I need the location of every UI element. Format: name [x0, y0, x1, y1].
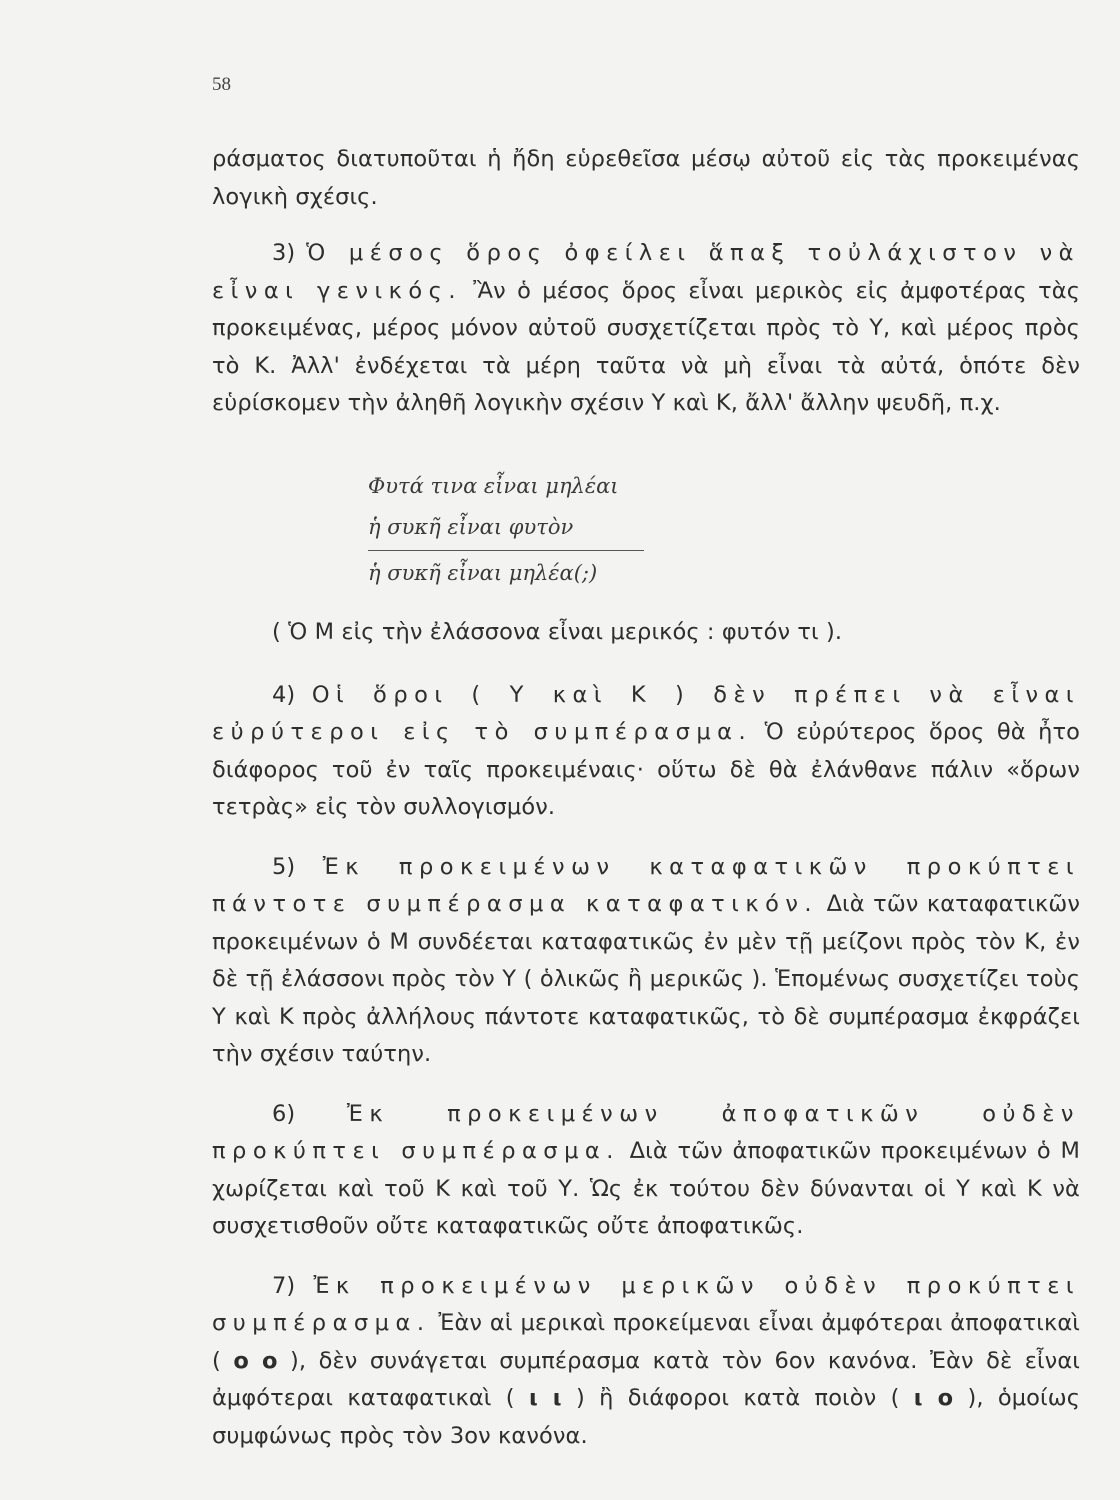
- rule-number: 7): [272, 1272, 314, 1299]
- rule-4-paragraph: [212, 677, 1080, 827]
- rule-body: Ὁ εὐρύτερος ὅρος θὰ ἦτο διάφορος τοῦ ἐν ταῖς προκειμέναις· οὕτω δὲ θὰ ἐλάνθανε πάλιν «ὅρων τετρὰς» εἰς τὸν συλλογισμόν.: [212, 719, 1080, 820]
- rule-body: Ἂν ὁ μέσος ὅρος εἶναι μερικὸς εἰς ἀμφοτέρας τὰς προκειμένας, μέρος μόνον αὐτοῦ συσχετίζεται πρὸς τὸ Υ, καὶ μέρος πρὸς τὸ Κ. Ἀλλ' ἐνδέχεται τὰ μέρη ταῦτα νὰ μὴ εἶναι τὰ αὐτά, ὁπότε δὲν εὑρίσκομεν τὴν ἀληθῆ λογικὴν σχέσιν Υ καὶ Κ, ἄλλ' ἄλλην ψευδῆ, π.χ.: [212, 277, 1080, 416]
- rule-heading: Ἐκ προκειμένων μερικῶν οὐδὲν προκύπτει συμπέρασμα.: [212, 1272, 1081, 1336]
- rule-heading: Οἱ ὅροι ( Υ καὶ Κ ) δὲν πρέπει νὰ εἶναι εὐρύτεροι εἰς τὸ συμπέρασμα.: [212, 681, 1080, 745]
- rule-body: Διὰ τῶν καταφατικῶν προκειμένων ὁ Μ συνδέεται καταφατικῶς ἐν μὲν τῇ μείζονι πρὸς τὸν Κ, ἐν δὲ τῇ ἐλάσσονι πρὸς τὸν Υ ( ὁλικῶς ἢ μερικῶς ). Ἑπομένως συσχετίζει τοὺς Υ καὶ Κ πρὸς ἀλλήλους πάντοτε καταφατικῶς, τὸ δὲ συμπέρασμα ἐκφράζει τὴν σχέσιν ταύτην.: [212, 891, 1080, 1067]
- syllogism-conclusion: ἡ συκῆ εἶναι μηλέα(;): [368, 561, 598, 585]
- rule-heading: Ἐκ προκειμένων καταφατικῶν προκύπτει πάντοτε συμπέρασμα καταφατικόν.: [212, 853, 1080, 917]
- rule-body: ), ὁμοίως συμφώνως πρὸς τὸν 3ον κανόνα.: [212, 1385, 1081, 1449]
- syllogism-divider: [368, 550, 644, 551]
- page-number: 58: [212, 74, 231, 95]
- rule-number: 3): [272, 240, 307, 266]
- premise-type-oo: ο ο: [233, 1347, 278, 1374]
- syllogism-note: ( Ὁ Μ εἰς τὴν ἐλάσσονα εἶναι μερικός : φυτόν τι ).: [272, 619, 843, 645]
- rule-7-paragraph: [212, 1268, 1080, 1456]
- paragraph-continuation: ράσματος διατυποῦται ἡ ἤδη εὑρεθεῖσα μέσῳ αὐτοῦ εἰς τὰς προκειμένας λογικὴ σχέσις.: [212, 146, 1080, 210]
- rule-5-paragraph: [212, 849, 1080, 1074]
- syllogism-minor-premise: ἡ συκῆ εἶναι φυτὸν: [368, 515, 574, 539]
- rule-body: ) ἢ διάφοροι κατὰ ποιὸν (: [561, 1385, 914, 1411]
- rule-body: ), δὲν συνάγεται συμπέρασμα κατὰ τὸν 6ον κανόνα. Ἐὰν δὲ εἶναι ἀμφότεραι καταφατικαὶ (: [212, 1347, 1080, 1411]
- text-block-bottom: [212, 614, 1080, 1455]
- rule-number: 4): [272, 681, 312, 708]
- premise-type-ii: ι ι: [528, 1385, 562, 1411]
- syllogism-major-premise: Φυτά τινα εἶναι μηλέαι: [368, 474, 619, 498]
- rule-number: 6): [272, 1100, 347, 1127]
- rule-heading: Ὁ μέσος ὅρος ὀφείλει ἅπαξ τοὐλάχιστον νὰ εἶναι γενικός.: [212, 240, 1081, 304]
- rule-body: Ἐὰν αἱ μερικαὶ προκείμεναι εἶναι ἀμφότεραι ἀποφατικαὶ (: [212, 1310, 1080, 1374]
- rule-3-paragraph: [212, 235, 1080, 423]
- syllogism-example: [368, 466, 644, 594]
- premise-type-io: ι ο: [913, 1385, 954, 1411]
- rule-number: 5): [272, 853, 323, 880]
- text-block-top: [212, 141, 1080, 423]
- rule-heading: Ἐκ προκειμένων ἀποφατικῶν οὐδὲν προκύπτει συμπέρασμα.: [212, 1100, 1081, 1164]
- rule-6-paragraph: [212, 1096, 1080, 1246]
- rule-body: Διὰ τῶν ἀποφατικῶν προκειμένων ὁ Μ χωρίζεται καὶ τοῦ Κ καὶ τοῦ Υ. Ὡς ἐκ τούτου δὲν δύνανται οἱ Υ καὶ Κ νὰ συσχετισθοῦν οὔτε καταφατικῶς οὔτε ἀποφατικῶς.: [212, 1138, 1080, 1239]
